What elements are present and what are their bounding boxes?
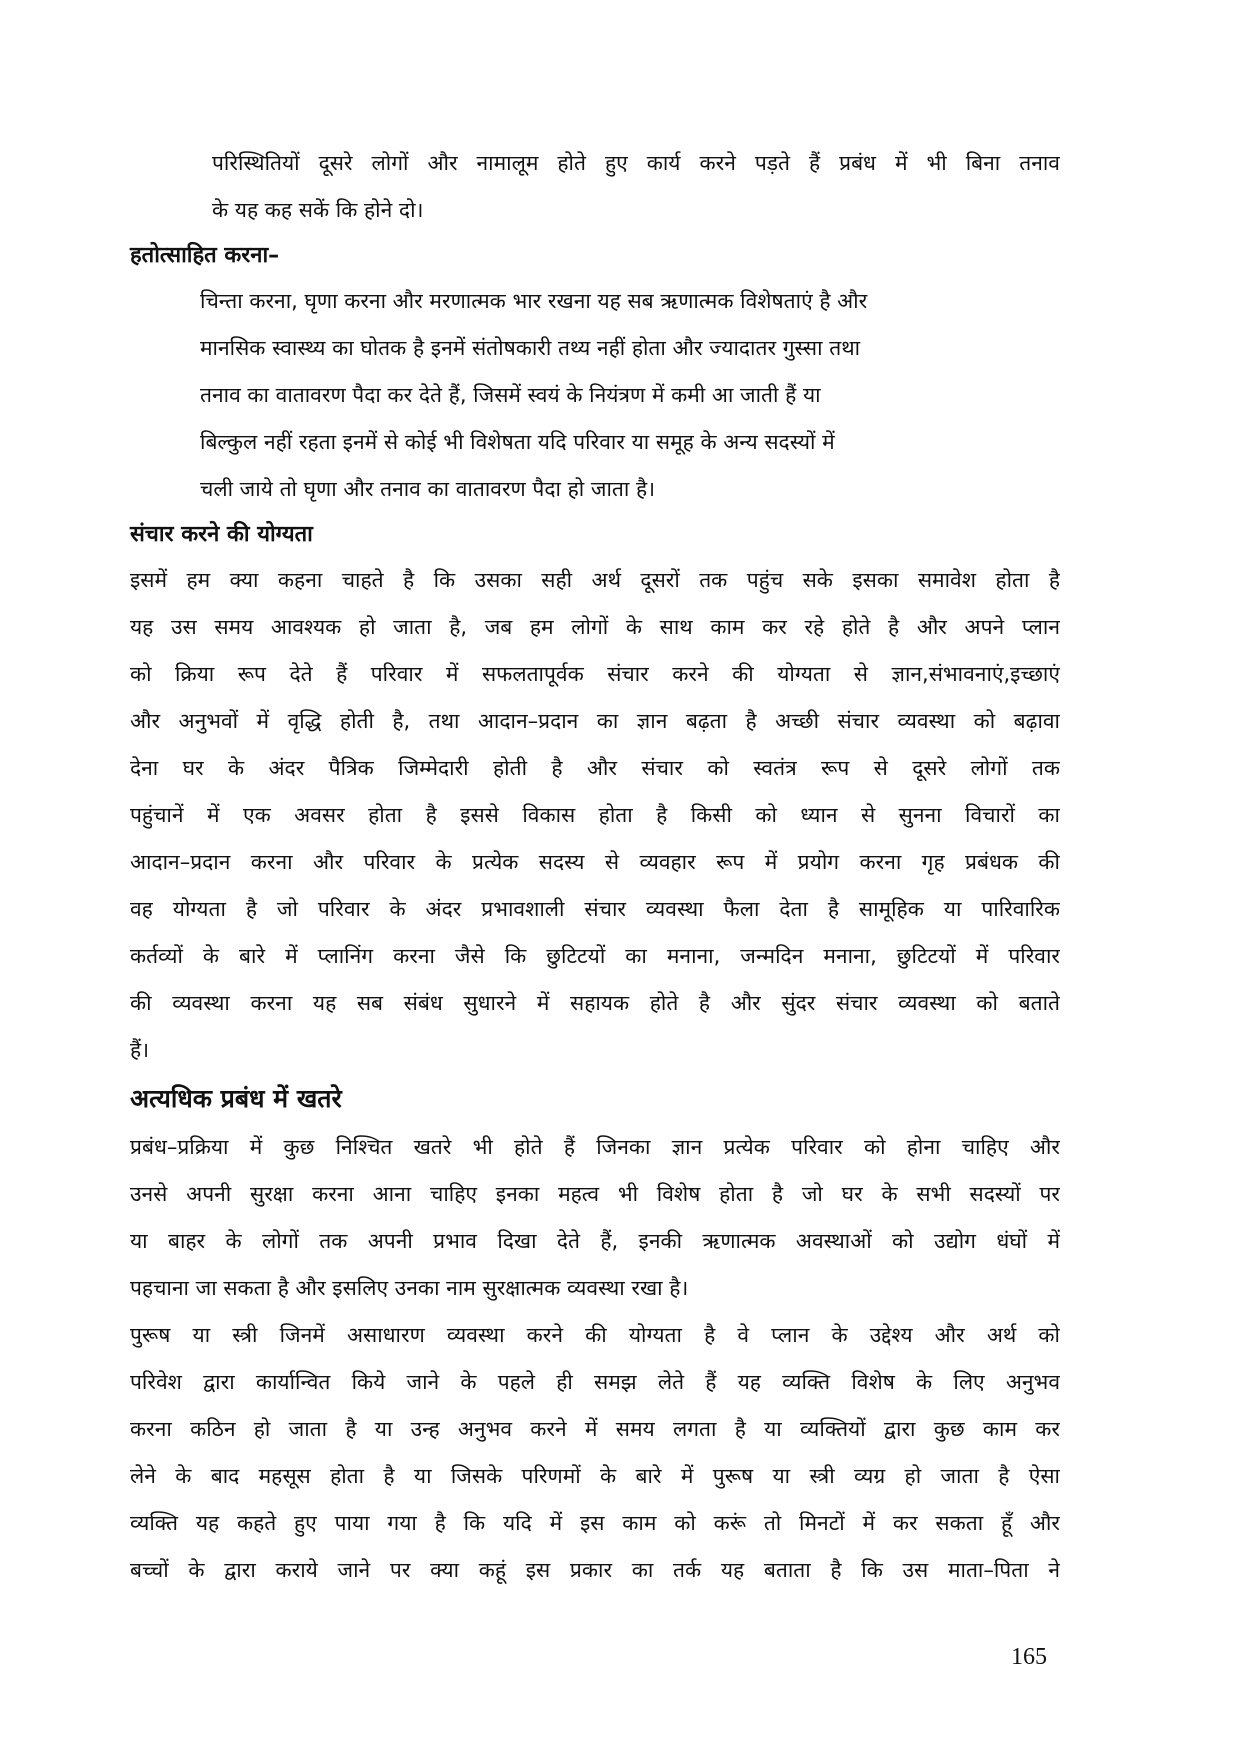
communication-line-7: आदान–प्रदान करना और परिवार के प्रत्येक सदस्य से व्यवहार रूप में प्रयोग करना गृह प्रबंधक की bbox=[130, 850, 1060, 874]
intro-line-2: के यह कह सकें कि होने दो। bbox=[212, 198, 424, 222]
risk-line-7: करना कठिन हो जाता है या उन्ह अनुभव करने में समय लगता है या व्यक्तियों द्वारा कुछ काम कर bbox=[130, 1417, 1060, 1441]
risk-line-1: प्रबंध–प्रक्रिया में कुछ निश्चित खतरे भी होते हैं जिनका ज्ञान प्रत्येक परिवार को होना चाहिए और bbox=[130, 1135, 1060, 1159]
discouragement-heading: हतोत्साहित करना– bbox=[130, 243, 280, 268]
intro-section bbox=[130, 140, 1060, 234]
communication-line-2: यह उस समय आवश्यक हो जाता है, जब हम लोगों के साथ काम कर रहे होते है और अपने प्लान bbox=[130, 615, 1060, 639]
communication-line-3: को क्रिया रूप देते हैं परिवार में सफलतापूर्वक संचार करने की योग्यता से ज्ञान,संभावनाएं,इच्छाएं bbox=[130, 662, 1060, 686]
communication-line-6: पहुंचानें में एक अवसर होता है इससे विकास होता है किसी को ध्यान से सुनना विचारों का bbox=[130, 803, 1060, 827]
communication-heading: संचार करने की योग्यता bbox=[130, 522, 313, 547]
intro-line-1: परिस्थितियों दूसरे लोगों और नामालूम होते हुए कार्य करने पड़ते हैं प्रबंध में भी बिना तनाव bbox=[212, 151, 1060, 175]
risk-line-10: बच्चों के द्वारा कराये जाने पर क्या कहूं इस प्रकार का तर्क यह बताता है कि उस माता–पिता ने bbox=[130, 1558, 1060, 1582]
discouragement-line-3: तनाव का वातावरण पैदा कर देते हैं, जिसमें स्वयं के नियंत्रण में कमी आ जाती हैं या bbox=[200, 383, 821, 407]
communication-line-10: की व्यवस्था करना यह सब संबंध सुधारने में सहायक होते है और सुंदर संचार व्यवस्था को बताते bbox=[130, 991, 1060, 1015]
risk-line-4: पहचाना जा सकता है और इसलिए उनका नाम सुरक्षात्मक व्यवस्था रखा है। bbox=[130, 1276, 689, 1300]
risk-line-5: पुरूष या स्त्री जिनमें असाधारण व्यवस्था करने की योग्यता है वे प्लान के उद्देश्य और अर्थ को bbox=[130, 1323, 1060, 1347]
communication-line-11: हैं। bbox=[130, 1038, 150, 1062]
discouragement-line-1: चिन्ता करना, घृणा करना और मरणात्मक भार रखना यह सब ऋणात्मक विशेषताएं है और bbox=[200, 289, 868, 313]
risk-line-6: परिवेश द्वारा कार्यान्वित किये जाने के पहले ही समझ लेते हैं यह व्यक्ति विशेष के लिए अनुभव bbox=[130, 1370, 1060, 1394]
risk-heading: अत्यधिक प्रबंध में खतरे bbox=[130, 1084, 342, 1113]
risk-line-2: उनसे अपनी सुरक्षा करना आना चाहिए इनका महत्व भी विशेष होता है जो घर के सभी सदस्यों पर bbox=[130, 1182, 1060, 1206]
communication-section bbox=[130, 513, 1060, 1074]
communication-line-4: और अनुभवों में वृद्धि होती है, तथा आदान–प्रदान का ज्ञान बढ़ता है अच्छी संचार व्यवस्था को बढ़ावा bbox=[130, 709, 1060, 733]
risk-section bbox=[130, 1074, 1060, 1594]
communication-line-8: वह योग्यता है जो परिवार के अंदर प्रभावशाली संचार व्यवस्था फैला देता है सामूहिक या पारिवारिक bbox=[130, 897, 1060, 921]
page-number: 165 bbox=[1011, 1644, 1047, 1670]
communication-line-9: कर्तव्यों के बारे में प्लानिंग करना जैसे कि छुटिटयों का मनाना, जन्मदिन मनाना, छुटिटयों में परिवार bbox=[130, 944, 1060, 968]
discouragement-line-4: बिल्कुल नहीं रहता इनमें से कोई भी विशेषता यदि परिवार या समूह के अन्य सदस्यों में bbox=[200, 430, 835, 454]
communication-line-5: देना घर के अंदर पैत्रिक जिम्मेदारी होती है और संचार को स्वतंत्र रूप से दूसरे लोगों तक bbox=[130, 756, 1060, 780]
discouragement-line-2: मानसिक स्वास्थ्य का घोतक है इनमें संतोषकारी तथ्य नहीं होता और ज्यादातर गुस्सा तथा bbox=[200, 336, 861, 360]
document-body bbox=[130, 140, 1060, 1594]
communication-line-1: इसमें हम क्या कहना चाहते है कि उसका सही अर्थ दूसरों तक पहुंच सके इसका समावेश होता है bbox=[130, 568, 1060, 592]
risk-line-9: व्यक्ति यह कहते हुए पाया गया है कि यदि में इस काम को करूं तो मिनटों में कर सकता हूँ और bbox=[130, 1511, 1060, 1535]
risk-line-8: लेने के बाद महसूस होता है या जिसके परिणमों के बारे में पुरूष या स्त्री व्यग्र हो जाता है ऐसा bbox=[130, 1464, 1060, 1488]
risk-line-3: या बाहर के लोगों तक अपनी प्रभाव दिखा देते हैं, इनकी ऋणात्मक अवस्थाओं को उद्योग धंघों में bbox=[130, 1229, 1060, 1253]
discouragement-section bbox=[130, 234, 1060, 513]
discouragement-line-5: चली जाये तो घृणा और तनाव का वातावरण पैदा हो जाता है। bbox=[200, 477, 656, 501]
